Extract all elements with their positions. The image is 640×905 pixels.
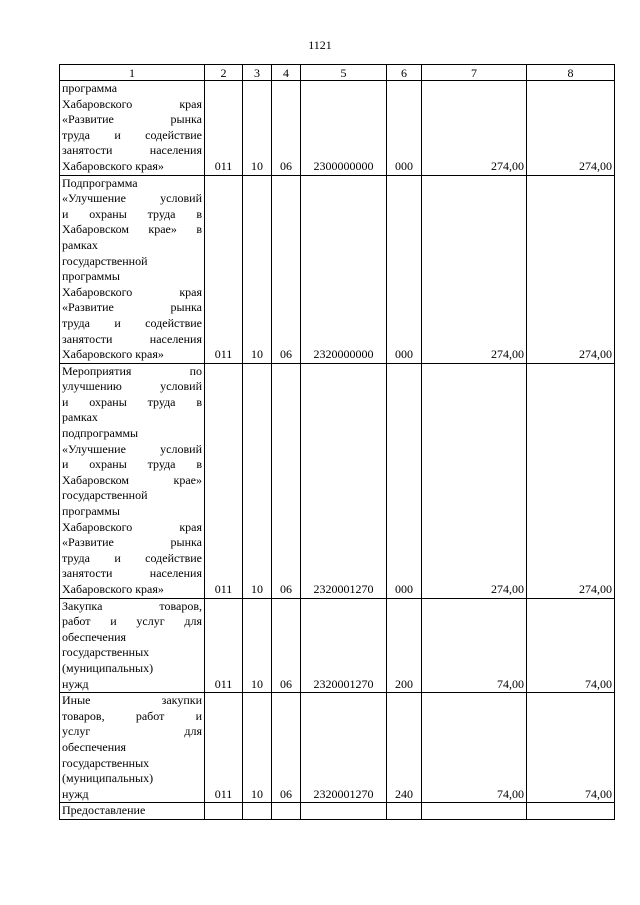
section-cell: 10 [243,363,272,598]
subsection-cell: 06 [272,81,301,176]
subsection-cell: 06 [272,598,301,693]
page-number: 1121 [308,38,332,52]
amount-total-cell: 274,00 [527,175,615,363]
amount-total-cell: 74,00 [527,598,615,693]
header-cell-4: 4 [272,65,301,81]
target-article-cell: 2320000000 [301,175,387,363]
target-article-cell: 2320001270 [301,598,387,693]
item-name-cell [60,598,205,693]
item-name-line: государственных [62,645,150,660]
section-cell: 10 [243,598,272,693]
amount-cell: 274,00 [422,175,527,363]
item-name-line: «Развитие рынка [62,112,202,127]
table-row [60,693,615,803]
item-name-cell [60,175,205,363]
item-name-line: и охраны труда в [62,206,202,221]
item-name-line: Подпрограмма [62,175,138,190]
amount-total-cell: 274,00 [527,363,615,598]
table-row [60,598,615,693]
item-name-line: «Развитие рынка [62,535,202,550]
ministry-code-cell [205,803,243,820]
ministry-code-cell: 011 [205,363,243,598]
amount-total-cell: 274,00 [527,81,615,176]
item-name-cell [60,803,205,820]
header-row [60,65,615,81]
item-name-line: услуг для [62,724,202,739]
item-name-line: Иные закупки [62,693,202,708]
target-article-cell: 2320001270 [301,363,387,598]
item-name-line: Хабаровского края [62,284,202,299]
item-name-line: труда и содействие [62,550,202,565]
item-name-line: программы [62,504,120,519]
item-name-line: Хабаровском крае» в [62,222,202,237]
amount-cell: 274,00 [422,363,527,598]
item-name-line: занятости населения [62,143,202,158]
item-name-line: товаров, работ и [62,708,202,723]
item-name-line: программа [62,81,118,95]
subsection-cell: 06 [272,363,301,598]
item-name-line: нужд [62,786,89,801]
expense-type-cell: 000 [387,175,422,363]
subsection-cell: 06 [272,693,301,803]
header-cell-7: 7 [422,65,527,81]
item-name-line: Хабаровского края» [62,158,164,173]
item-name-line: Предоставление [62,803,146,818]
item-name-line: и охраны труда в [62,457,202,472]
ministry-code-cell: 011 [205,598,243,693]
item-name-line: «Улучшение условий [62,441,202,456]
item-name-line: программы [62,269,120,284]
item-name-line: государственных [62,755,150,770]
header-cell-6: 6 [387,65,422,81]
expense-type-cell: 240 [387,693,422,803]
ministry-code-cell: 011 [205,175,243,363]
item-name-line: работ и услуг для [62,614,202,629]
budget-table [59,64,615,820]
item-name-line: Закупка товаров, [62,598,202,613]
table-row [60,175,615,363]
table-row [60,803,615,820]
expense-type-cell: 200 [387,598,422,693]
item-name-line: рамках [62,410,98,425]
item-name-line: обеспечения [62,739,127,754]
item-name-line: государственной [62,488,148,503]
header-cell-8: 8 [527,65,615,81]
expense-type-cell: 000 [387,81,422,176]
header-cell-1: 1 [60,65,205,81]
item-name-line: государственной [62,253,148,268]
section-cell: 10 [243,175,272,363]
item-name-line: (муниципальных) [62,660,154,675]
target-article-cell: 2320001270 [301,693,387,803]
item-name-line: труда и содействие [62,315,202,330]
item-name-line: Хабаровском крае» [62,472,202,487]
item-name-line: занятости населения [62,566,202,581]
item-name-line: (муниципальных) [62,771,154,786]
item-name-line: Хабаровского края» [62,582,164,596]
item-name-line: рамках [62,237,98,252]
item-name-line: подпрограммы [62,426,139,441]
ministry-code-cell: 011 [205,693,243,803]
header-cell-5: 5 [301,65,387,81]
item-name-line: Хабаровского края [62,519,202,534]
header-cell-3: 3 [243,65,272,81]
amount-cell [422,803,527,820]
section-cell: 10 [243,81,272,176]
section-cell: 10 [243,693,272,803]
item-name-line: «Развитие рынка [62,300,202,315]
item-name-line: труда и содействие [62,127,202,142]
amount-total-cell: 74,00 [527,693,615,803]
item-name-line: обеспечения [62,629,127,644]
amount-total-cell [527,803,615,820]
item-name-line: Мероприятия по [62,363,202,378]
expense-type-cell [387,803,422,820]
item-name-line: улучшению условий [62,379,202,394]
amount-cell: 274,00 [422,81,527,176]
header-cell-2: 2 [205,65,243,81]
amount-cell: 74,00 [422,693,527,803]
amount-cell: 74,00 [422,598,527,693]
item-name-line: и охраны труда в [62,394,202,409]
target-article-cell [301,803,387,820]
expense-type-cell: 000 [387,363,422,598]
item-name-line: «Улучшение условий [62,191,202,206]
item-name-cell [60,81,205,176]
target-article-cell: 2300000000 [301,81,387,176]
item-name-line: нужд [62,676,89,691]
table-row [60,81,615,176]
item-name-line: Хабаровского края [62,96,202,111]
section-cell [243,803,272,820]
item-name-line: занятости населения [62,331,202,346]
subsection-cell: 06 [272,175,301,363]
subsection-cell [272,803,301,820]
item-name-cell [60,693,205,803]
item-name-line: Хабаровского края» [62,347,164,362]
item-name-cell [60,363,205,598]
table-row [60,363,615,598]
ministry-code-cell: 011 [205,81,243,176]
